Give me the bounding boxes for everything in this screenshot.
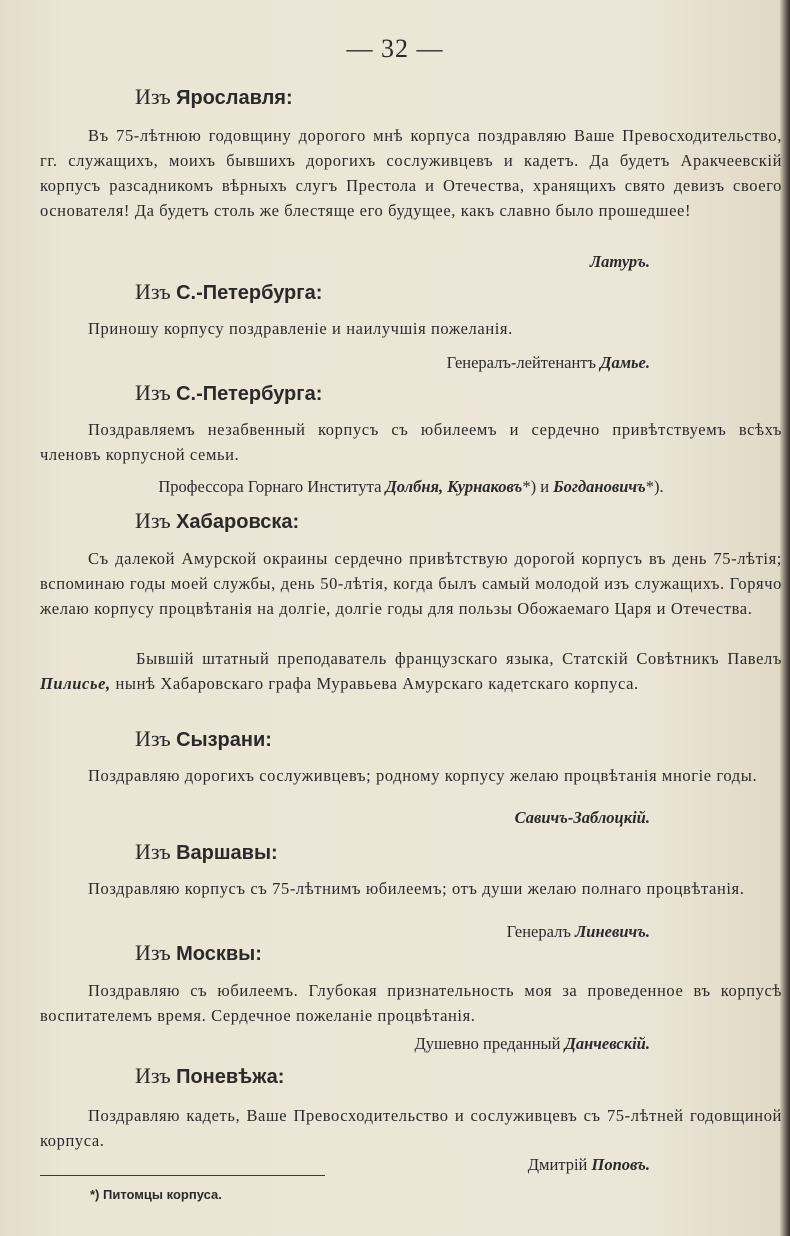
signature-name: Савичъ-Заблоцкій. — [514, 808, 650, 827]
paragraph — [40, 1103, 782, 1153]
signature-name: Богдановичъ — [553, 477, 646, 496]
paragraph — [40, 316, 782, 341]
page-number: — 32 — — [346, 34, 444, 63]
signature-name: Дамье. — [600, 353, 650, 372]
signature-name: Данчевскій. — [564, 1034, 650, 1053]
paragraph-text: Съ далекой Амурской окраины сердечно привѣтствую дорогой корпусъ въ день 75-лѣтія; вспоминаю годы моей службы, день 50-лѣтія, когда былъ самый молодой изъ служащихъ. Горячо желаю корпусу процвѣтанія на долгіе, долгіе годы для пользы Обожаемаго Царя и Отечества. — [40, 549, 782, 618]
footnote: *) Питомцы корпуса. — [90, 1187, 222, 1202]
heading-city: Поневѣжа: — [176, 1066, 285, 1088]
paragraph: Бывшій штатный преподаватель французскаго языка, Статскій Совѣтникъ Павелъ Пилисье, нынѣ Хабаровскаго графа Муравьева Амурскаго кадетскаго корпуса. — [40, 649, 782, 693]
heading-city: Сызрани: — [176, 729, 272, 751]
signature: Душевно преданный Данчевскій. — [414, 1034, 650, 1053]
signature: Профессора Горнаго Института Долбня, Курнаковъ*) и Богдановичъ*). — [158, 477, 664, 496]
paragraph-text: Поздравляю корпусъ съ 75-лѣтнимъ юбилеемъ; отъ души желаю полнаго процвѣтанія. — [88, 879, 745, 898]
paragraph — [40, 876, 782, 901]
paragraph-text: Поздравляю съ юбилеемъ. Глубокая признательность моя за проведенное въ корпусѣ воспитателемъ время. Сердечное пожеланіе процвѣтанія. — [40, 981, 782, 1025]
paragraph-text: Поздравляю кадеть, Ваше Превосходительство и сослуживцевъ съ 75-лѣтней годовщиной корпуса. — [40, 1106, 782, 1150]
heading-city: С.-Петербурга: — [176, 282, 323, 304]
section-heading: Изъ Сызрани: — [135, 726, 272, 751]
heading-city: Ярославля: — [176, 87, 293, 109]
signature: Генералъ-лейтенантъ Дамье. — [446, 353, 650, 372]
paragraph-text: Въ 75-лѣтнюю годовщину дорогого мнѣ корпуса поздравляю Ваше Превосходительство, гг. служащихъ, моихъ бывшихъ дорогихъ сослуживцевъ и кадетъ. Да будетъ Аракчеевскій корпусъ разсадникомъ вѣрныхъ слугъ Престола и Отечества, хранящихъ свято девизъ своего основателя! Да будетъ столь же блестяще его будущее, какъ славно было прошедшее! — [40, 126, 782, 220]
signature — [515, 806, 650, 830]
paragraph — [40, 546, 782, 621]
heading-city: Москвы: — [176, 943, 262, 965]
signature: Генералъ Линевичъ. — [506, 922, 650, 941]
heading-city: Варшавы: — [176, 842, 278, 864]
section-heading: Изъ Москвы: — [135, 940, 262, 965]
paragraph-text: Поздравляемъ незабвенный корпусъ съ юбилеемъ и сердечно привѣтствуемъ всѣхъ членовъ корпусной семьи. — [40, 420, 782, 464]
section-heading: Изъ С.-Петербурга: — [135, 380, 323, 405]
paragraph-text: Приношу корпусу поздравленіе и наилучшія пожеланія. — [88, 319, 513, 338]
section-heading: Изъ Хабаровска: — [135, 508, 300, 533]
signature-name: Долбня, Курнаковъ — [385, 477, 523, 496]
signature — [590, 250, 650, 274]
heading-from: Изъ — [135, 84, 171, 109]
paragraph-text: Поздравляю дорогихъ сослуживцевъ; родному корпусу желаю процвѣтанія многіе годы. — [88, 766, 758, 785]
heading-city: С.-Петербурга: — [176, 383, 323, 405]
paragraph — [40, 123, 782, 223]
signature: Дмитрій Поповъ. — [527, 1155, 650, 1174]
section-heading — [135, 84, 293, 111]
section-heading: Изъ С.-Петербурга: — [135, 279, 323, 304]
paragraph — [40, 417, 782, 467]
paragraph — [40, 763, 782, 788]
footnote-rule — [40, 1175, 325, 1176]
heading-city: Хабаровска: — [176, 511, 300, 533]
section-heading: Изъ Варшавы: — [135, 839, 278, 864]
paragraph — [40, 978, 782, 1028]
signature-name: Пилисье, — [40, 674, 111, 693]
signature-name: Латуръ. — [589, 252, 650, 271]
section-heading: Изъ Поневѣжа: — [135, 1063, 285, 1088]
signature-name: Поповъ. — [591, 1155, 650, 1174]
signature-name: Линевичъ. — [574, 922, 650, 941]
